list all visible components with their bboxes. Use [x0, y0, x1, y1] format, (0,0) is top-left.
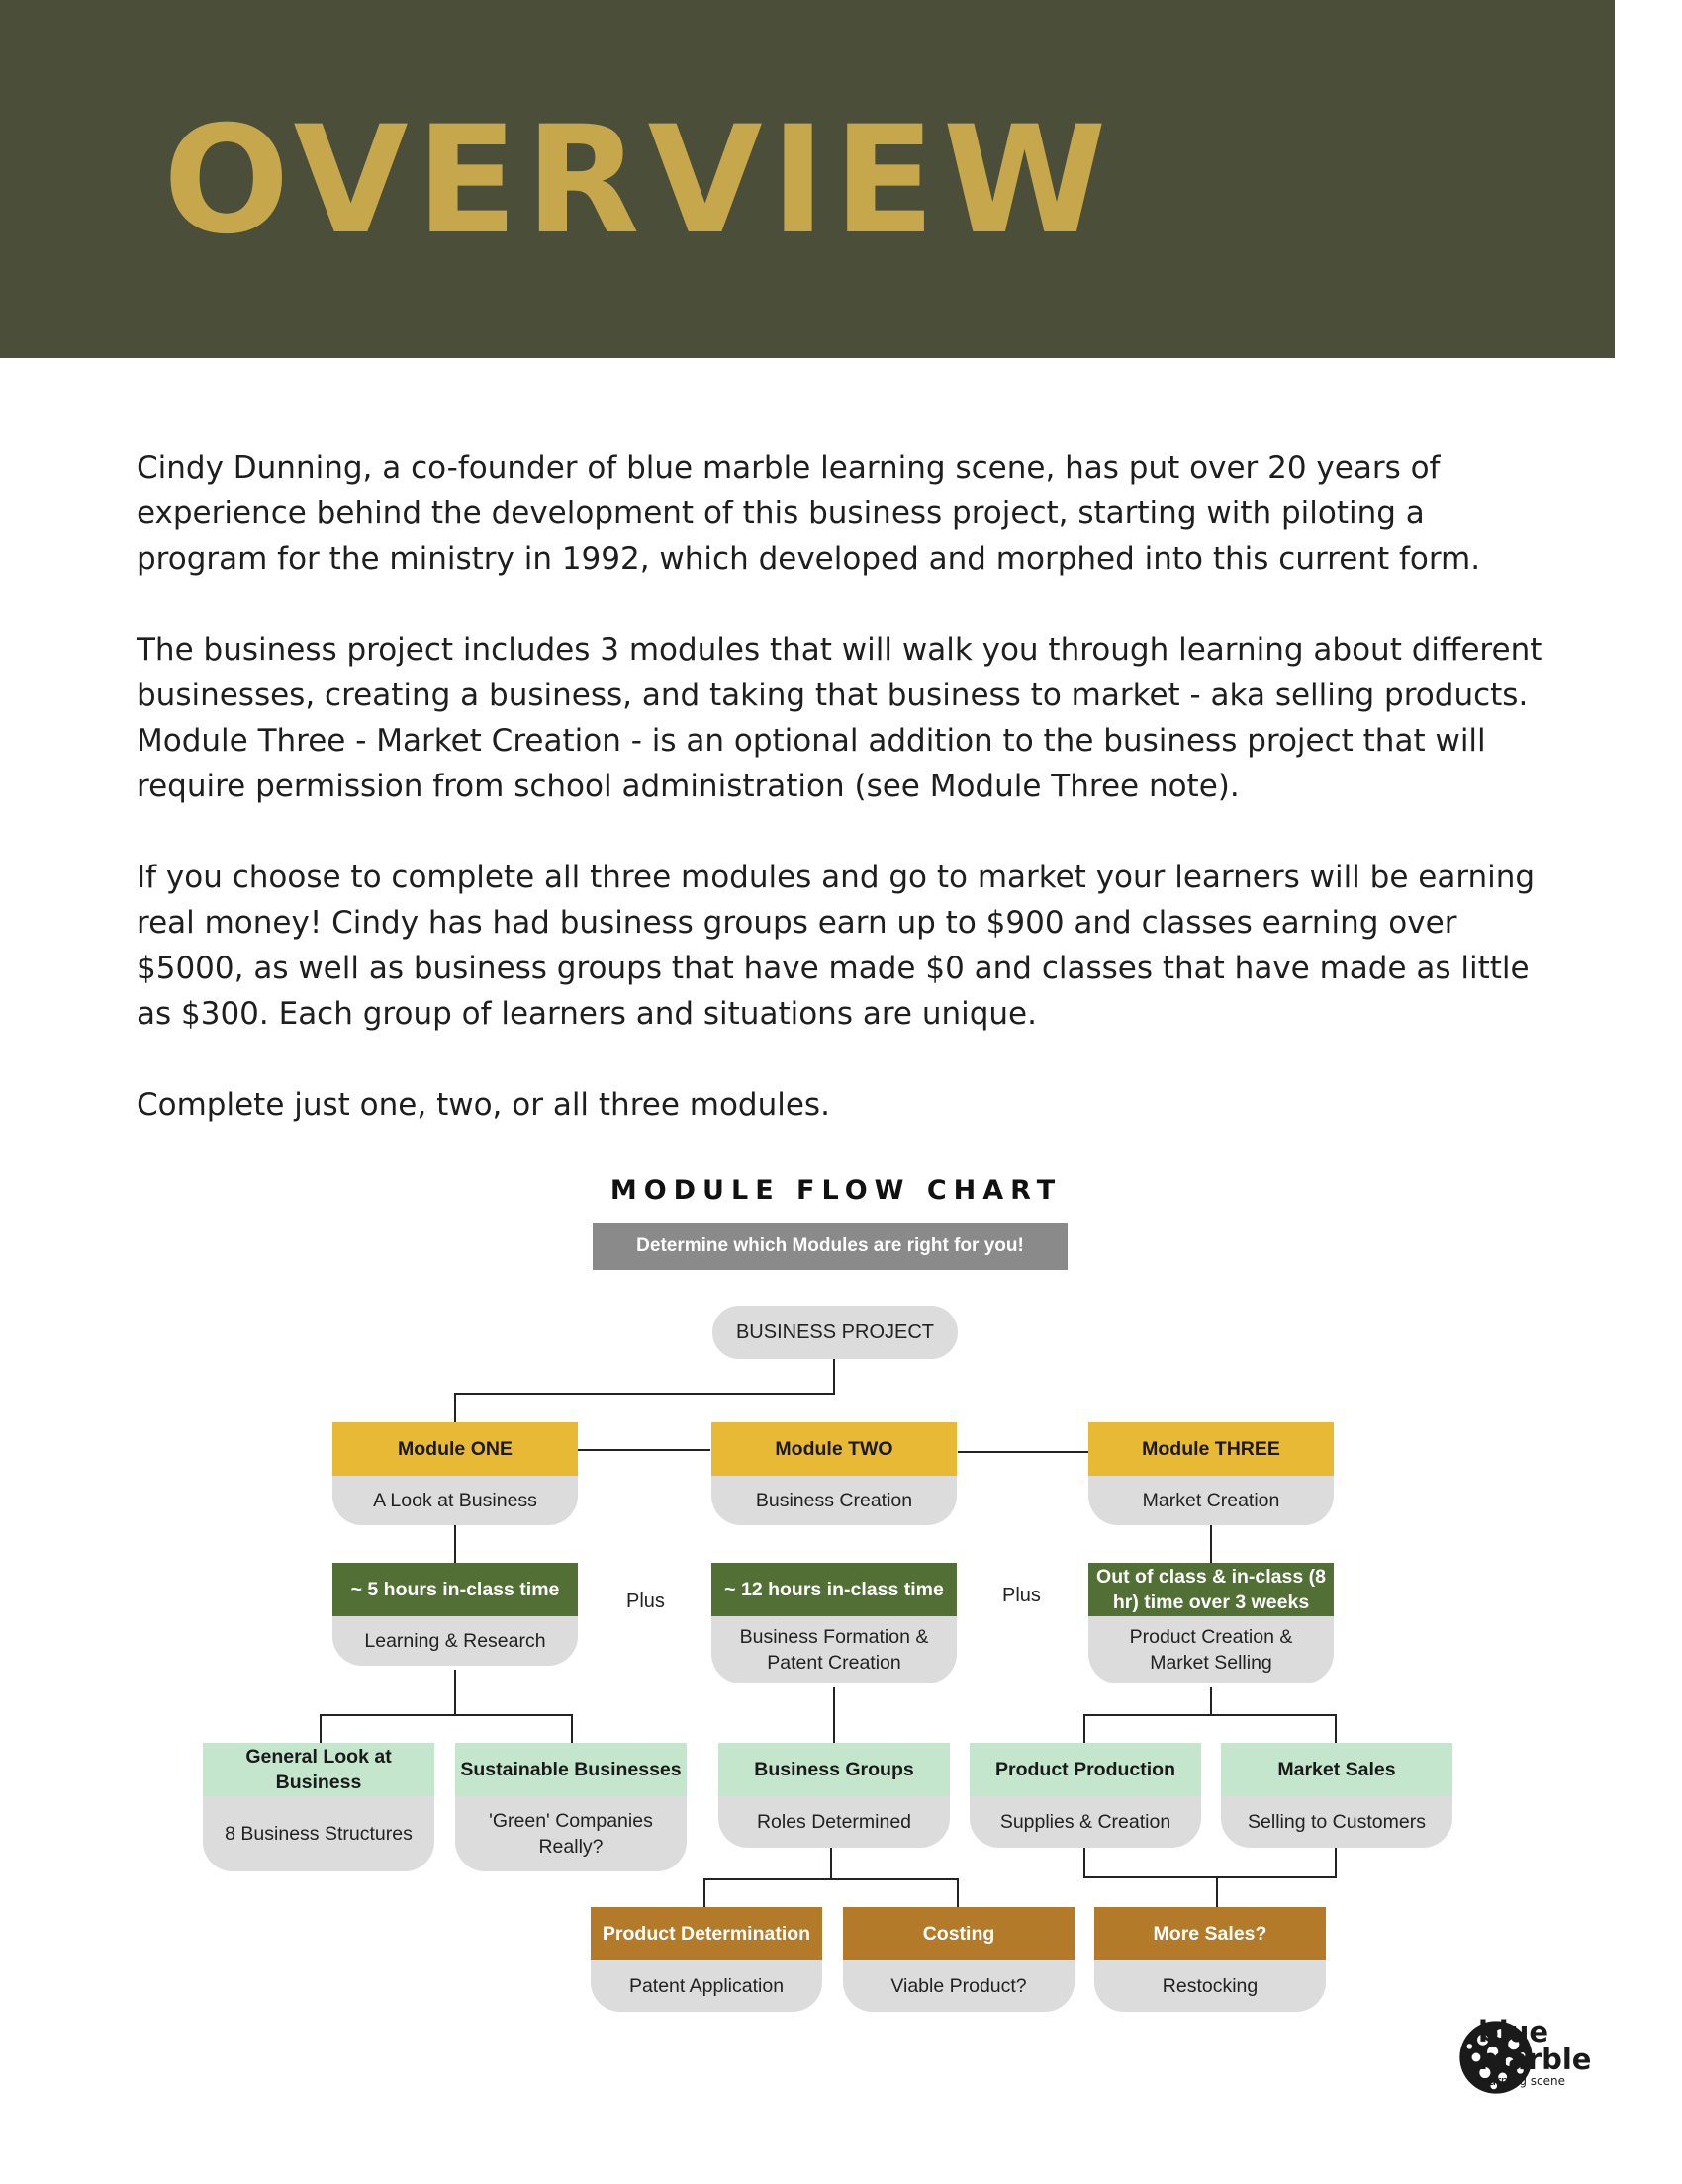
paragraph-choice: Complete just one, two, or all three modules. [137, 1087, 830, 1123]
module-three-title: Module THREE [1088, 1422, 1334, 1476]
plus-label-two: Plus [1002, 1585, 1041, 1606]
connector-groups-tasks [704, 1848, 831, 1907]
logo-line-learning-scene: learning scene [1478, 2074, 1565, 2088]
time-two-subtitle: Business Formation & Patent Creation [711, 1616, 957, 1684]
task-more-sales-title: More Sales? [1094, 1907, 1326, 1960]
topic-general-title: General Look at Business [203, 1743, 434, 1796]
logo-line-marble: marble [1478, 2043, 1592, 2076]
connector-root-module-one [455, 1356, 834, 1422]
topic-product-production-subtitle: Supplies & Creation [970, 1796, 1201, 1848]
module-two-node [711, 1422, 957, 1525]
time-one-node [332, 1563, 578, 1666]
chart-subtitle: Determine which Modules are right for you! [593, 1223, 1068, 1270]
connector-time-one-topics [321, 1670, 455, 1743]
topic-general-subtitle: 8 Business Structures [203, 1796, 434, 1871]
topic-general-node [203, 1743, 434, 1871]
logo-wordmark [1478, 2015, 1592, 2089]
module-two-title: Module TWO [711, 1422, 957, 1476]
connector-time-three-split [1084, 1687, 1211, 1743]
time-two-title: ~ 12 hours in-class time [711, 1563, 957, 1616]
topic-product-production-node [970, 1743, 1201, 1848]
business-project-node: BUSINESS PROJECT [712, 1306, 958, 1359]
task-product-determination-title: Product Determination [591, 1907, 822, 1960]
topic-product-production-title: Product Production [970, 1743, 1201, 1796]
time-one-subtitle: Learning & Research [332, 1616, 578, 1666]
topic-market-sales-node [1221, 1743, 1452, 1848]
topic-market-sales-title: Market Sales [1221, 1743, 1452, 1796]
time-one-title: ~ 5 hours in-class time [332, 1563, 578, 1616]
time-three-node [1088, 1563, 1334, 1684]
connector-groups-costing [831, 1879, 958, 1907]
task-more-sales-subtitle: Restocking [1094, 1960, 1326, 2012]
task-product-determination-subtitle: Patent Application [591, 1960, 822, 2012]
topic-business-groups-title: Business Groups [718, 1743, 950, 1796]
paragraph-intro: Cindy Dunning, a co-founder of blue marble learning scene, has put over 20 years of experience behind the development of this business project, starting with piloting a program for the ministry in 1992, which developed and morphed into this current form. [137, 450, 1481, 577]
topic-sustainable-subtitle: 'Green' Companies Really? [455, 1796, 687, 1871]
task-costing-node [843, 1907, 1075, 2012]
time-three-title: Out of class & in-class (8 hr) time over 3 weeks [1088, 1563, 1334, 1616]
connector-time-three-market [1211, 1715, 1336, 1743]
task-costing-title: Costing [843, 1907, 1075, 1960]
connector-market-more-sales [1084, 1848, 1336, 1877]
topic-business-groups-subtitle: Roles Determined [718, 1796, 950, 1848]
module-one-subtitle: A Look at Business [332, 1476, 578, 1525]
paragraph-modules: The business project includes 3 modules that will walk you through learning about different businesses, creating a business, and taking that business to market - aka selling products. Module Three - Market Creation - is an optional addition to the business project that will require permission from school administration (see Module Three note). [137, 632, 1542, 804]
module-one-title: Module ONE [332, 1422, 578, 1476]
topic-market-sales-subtitle: Selling to Customers [1221, 1796, 1452, 1848]
connector-time-one-sustainable [455, 1715, 572, 1743]
time-three-subtitle: Product Creation & Market Selling [1088, 1616, 1334, 1684]
page-title: OVERVIEW [163, 95, 1115, 267]
topic-business-groups-node [718, 1743, 950, 1848]
topic-sustainable-title: Sustainable Businesses [455, 1743, 687, 1796]
task-costing-subtitle: Viable Product? [843, 1960, 1075, 2012]
time-two-node [711, 1563, 957, 1684]
paragraph-earnings: If you choose to complete all three modules and go to market your learners will be earning real money! Cindy has had business groups earn up to $900 and classes earning over $5000, as well as business groups that have made $0 and classes that have made as little as $300. Each group of learners and situations are unique. [137, 860, 1536, 1032]
chart-title: MODULE FLOW CHART [609, 1175, 1063, 1206]
task-product-determination-node [591, 1907, 822, 2012]
module-three-subtitle: Market Creation [1088, 1476, 1334, 1525]
module-one-node [332, 1422, 578, 1525]
task-more-sales-node [1094, 1907, 1326, 2012]
plus-label-one: Plus [626, 1591, 665, 1612]
module-three-node [1088, 1422, 1334, 1525]
module-two-subtitle: Business Creation [711, 1476, 957, 1525]
topic-sustainable-node [455, 1743, 687, 1871]
logo-line-blue: blue [1478, 2015, 1549, 2048]
